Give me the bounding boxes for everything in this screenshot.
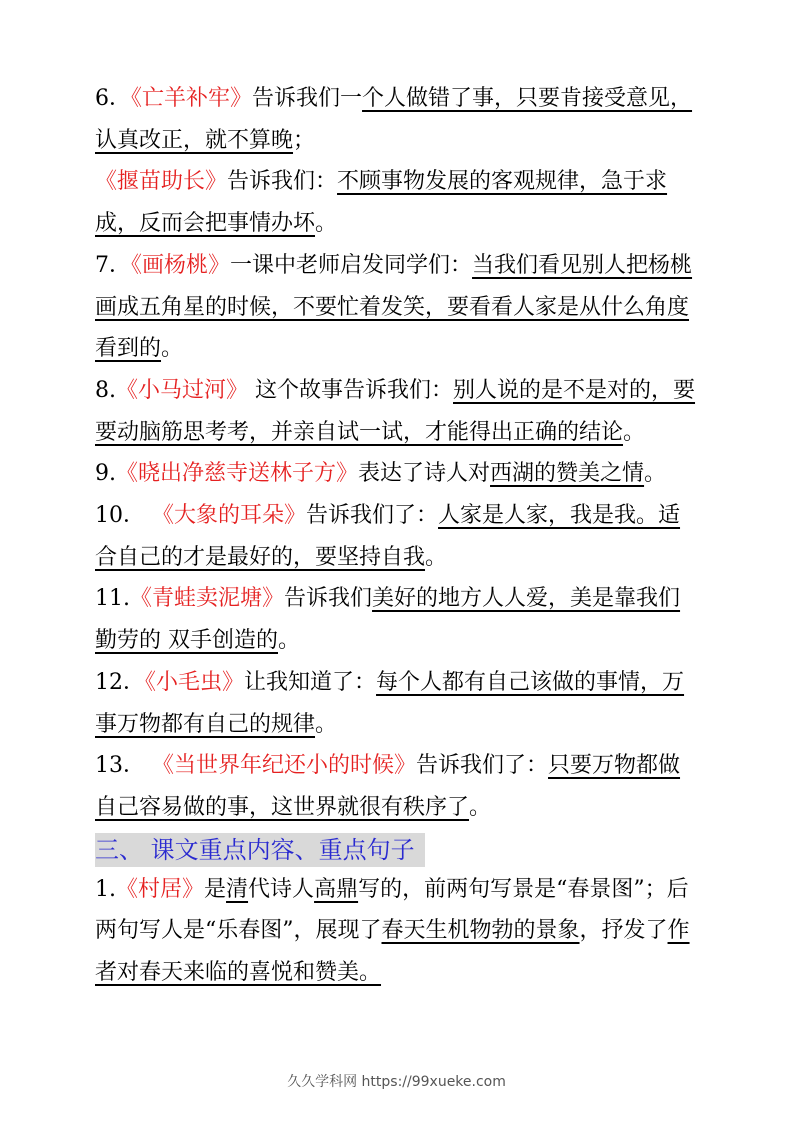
item-title: 《当世界年纪还小的时候》 [145,753,416,779]
item-lesson: 只要万物都做自己容易做的事，这世界就很有秩序了 [95,753,681,820]
village-title: 《村居》 [116,876,205,902]
village-text: 写的，前两句写景是“春景图”；后两句写人是“乐春图”，展现了 [95,876,689,944]
item-9 [95,453,700,495]
item-number: 10． [95,503,145,529]
item-tail: ； [293,127,316,153]
document-content [95,78,700,994]
item-number: 9. [95,461,116,487]
item-13 [95,745,700,828]
item-number: 11. [95,586,130,612]
village-poet: 高鼎 [314,876,359,902]
item-title: 《亡羊补牢》 [131,86,253,111]
item-tail: 。 [644,461,667,487]
village-scene: 春天生机物勃的景象 [381,918,580,944]
item-verb: 表达了诗人对 [358,461,491,487]
item-lesson: 别人说的是不是对的，要要动脑筋思考考，并亲自试一试，才能得出正确的结论 [95,377,696,445]
item-title: 《小马过河》 [116,377,249,403]
item-12 [95,662,700,745]
item-lesson: 西湖的赞美之情 [490,461,645,487]
item-tail: 。 [425,544,448,570]
item-tail: 。 [161,336,184,362]
village-dynasty: 清 [226,876,249,902]
item-11 [95,578,700,661]
item-6b [95,161,700,244]
item-6 [95,78,700,161]
item-verb: 这个故事告诉我们： [248,377,454,403]
item-lesson: 当我们看见别人把杨桃画成五角星的时候，不要忙着发笑，要看看人家是从什么角度看到的 [95,252,693,362]
item-verb: 让我知道了： [244,669,377,695]
item-lesson: 不顾事物发展的客观规律，急于求成，反而会把事情办坏 [95,169,668,237]
village-number: 1. [95,876,116,902]
item-7 [95,245,700,370]
item-verb: 一课中老师启发同学们： [230,252,473,278]
item-verb: 告诉我们： [227,169,338,195]
village-text: 代诗人 [248,876,315,902]
item-title: 《画杨桃》 [131,252,231,278]
item-verb: 告诉我们了： [416,753,549,779]
page-footer: 久久学科网 https://99xueke.com [287,1074,506,1090]
village-paragraph [95,869,700,994]
item-title: 《晓出净慈寺送林子方》 [116,461,359,487]
village-text: 是 [204,876,227,902]
village-feeling: 作者对春天来临的喜悦和赞美。 [95,918,690,986]
item-tail: 。 [278,628,301,654]
item-number: 12． [95,669,145,695]
item-number: 7． [95,252,131,278]
item-lesson: 美好的地方人人爱，美是靠我们勤劳的 双手创造的 [95,586,681,654]
item-title: 《大象的耳朵》 [145,503,306,529]
item-tail: 。 [315,711,338,737]
item-verb: 告诉我们一 [252,86,363,111]
item-number: 6． [95,86,131,111]
section-heading: 三、 课文重点内容、重点句子 [95,833,425,867]
item-title: 《青蛙卖泥塘》 [130,586,285,612]
item-lesson: 每个人都有自己该做的事情，万事万物都有自己的规律 [95,669,685,737]
item-tail: 。 [469,794,492,820]
item-number: 8. [95,377,116,403]
village-text: ，抒发了 [579,918,668,944]
item-title: 《揠苗助长》 [95,169,228,195]
item-8 [95,370,700,453]
item-verb: 告诉我们了： [306,503,439,529]
item-title: 《小毛虫》 [145,669,245,695]
item-tail: 。 [315,211,338,237]
item-lesson: 个人做错了事，只要肯接受意见，认真改正，就不算晚 [95,86,693,153]
item-10 [95,495,700,578]
item-tail: 。 [623,419,646,445]
item-verb: 告诉我们 [284,586,373,612]
item-number: 13． [95,753,145,779]
item-lesson: 人家是人家，我是我。适合自己的才是最好的，要坚持自我 [95,503,681,570]
